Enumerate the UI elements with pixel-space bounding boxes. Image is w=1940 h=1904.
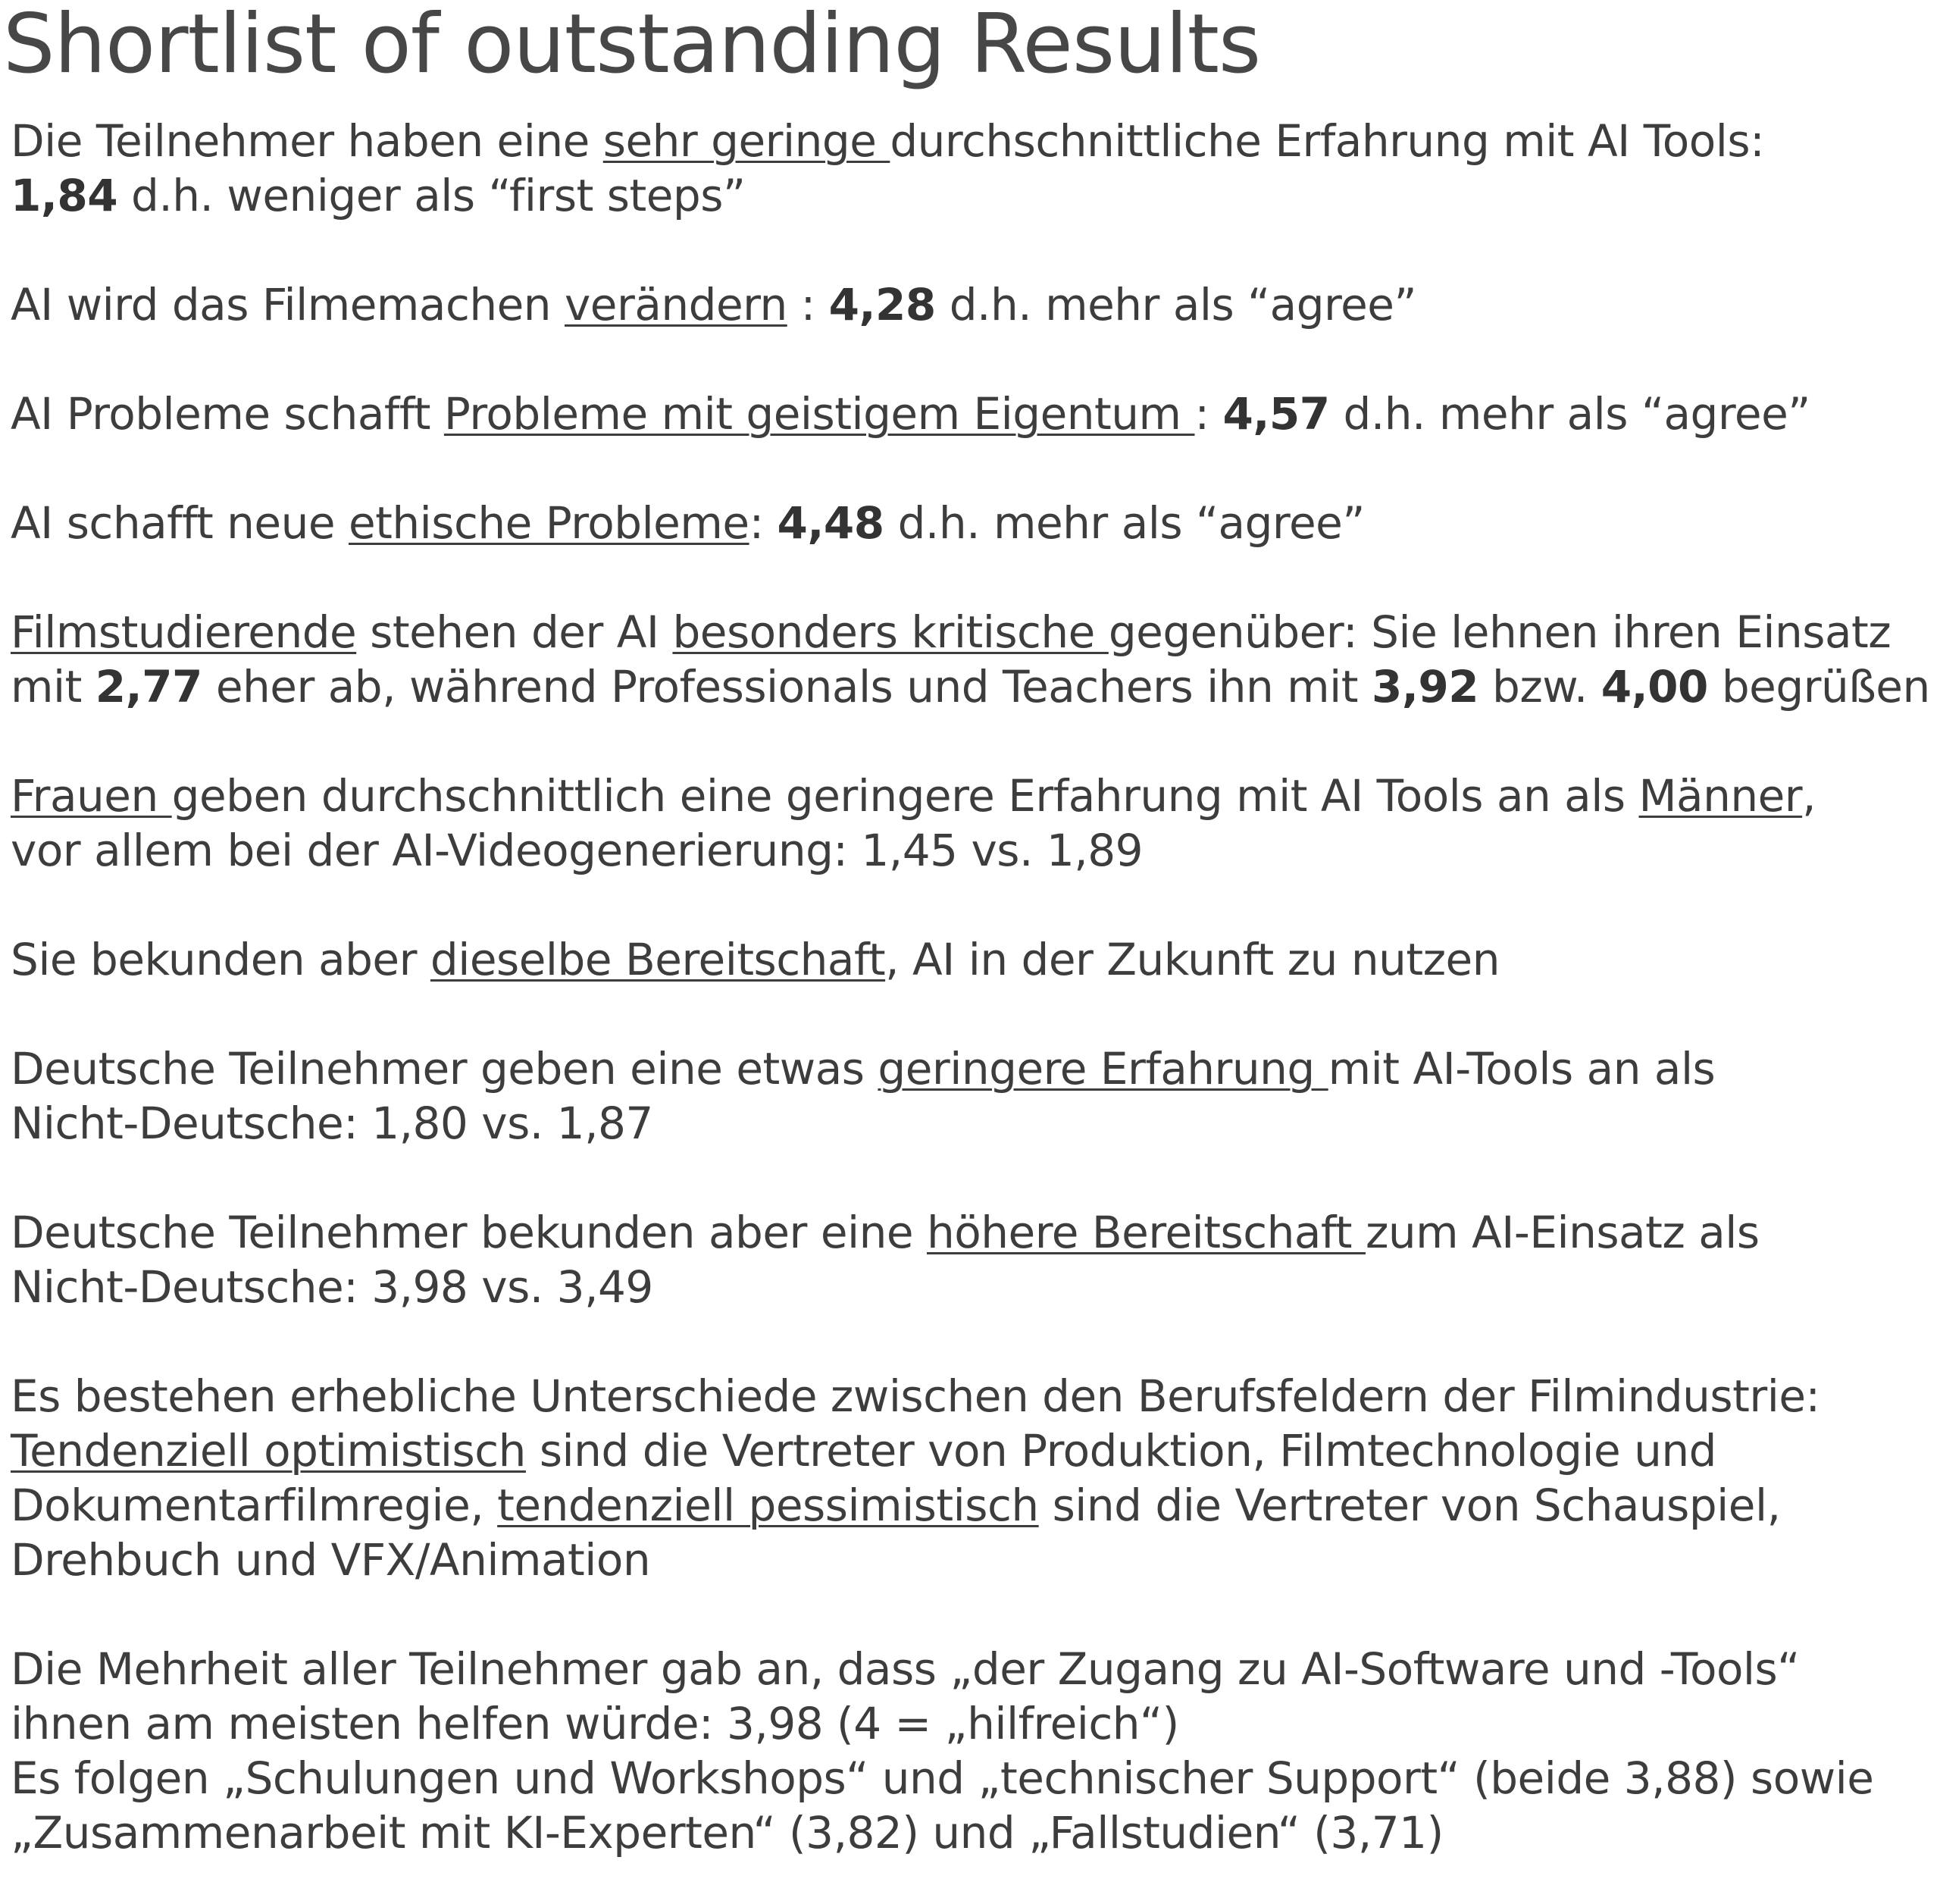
result-helpful-resources: Die Mehrheit aller Teilnehmer gab an, dass „der Zugang zu AI-Software und -Tools“ ihnen am meisten helfen würde: 3,98 (4 = „hilfreich“) Es folgen „Schulungen und Workshops“ und „technischer Support“ (beide 3,88) sowie „Zusammenarbeit mit KI-Experten“ (3,82) und „Fallstudien“ (3,71) [11, 1643, 1874, 1859]
highlight-besonders-kritische: besonders kritische [672, 606, 1109, 658]
value-4-28: 4,28 [828, 279, 936, 330]
result-german-willingness: Deutsche Teilnehmer bekunden aber eine höhere Bereitschaft zum AI-Einsatz als Nicht-Deutsche: 3,98 vs. 3,49 [11, 1207, 1760, 1313]
value-1-84: 1,84 [11, 170, 118, 221]
highlight-veraendern: verändern [564, 279, 787, 330]
result-intellectual-property: AI Probleme schafft Probleme mit geistigem Eigentum : 4,57 d.h. mehr als “agree” [11, 388, 1810, 440]
result-gender-experience: Frauen geben durchschnittlich eine geringere Erfahrung mit AI Tools an als Männer, vor allem bei der AI-Videogenerierung: 1,45 vs. 1,89 [11, 770, 1816, 876]
highlight-geringere-erfahrung: geringere Erfahrung [878, 1043, 1328, 1094]
highlight-filmstudierende: Filmstudierende [11, 606, 357, 658]
value-2-77: 2,77 [95, 661, 202, 712]
result-ethical-problems: AI schafft neue ethische Probleme: 4,48 d.h. mehr als “agree” [11, 497, 1365, 549]
highlight-maenner: Männer [1638, 770, 1803, 822]
highlight-sehr-geringe: sehr geringe [602, 115, 890, 167]
value-3-92: 3,92 [1371, 661, 1479, 712]
result-film-students: Filmstudierende stehen der AI besonders kritische gegenüber: Sie lehnen ihren Einsatz mit 2,77 eher ab, während Professionals und Teachers ihn mit 3,92 bzw. 4,00 begrüßen [11, 606, 1930, 712]
value-4-00: 4,00 [1600, 661, 1708, 712]
highlight-tendenziell-optimistisch: Tendenziell optimistisch [11, 1425, 526, 1477]
result-gender-willingness: Sie bekunden aber dieselbe Bereitschaft, AI in der Zukunft zu nutzen [11, 934, 1500, 985]
result-filmmaking-change: AI wird das Filmemachen verändern : 4,28 d.h. mehr als “agree” [11, 279, 1417, 330]
results-list [11, 114, 1940, 1860]
result-professional-fields: Es bestehen erhebliche Unterschiede zwischen den Berufsfeldern der Filmindustrie: Tendenziell optimistisch sind die Vertreter von Produktion, Filmtechnologie und Dokumentarfilmregie, tendenziell pessimistisch sind die Vertreter von Schauspiel, Drehbuch und VFX/Animation [11, 1370, 1820, 1586]
page-title: Shortlist of outstanding Results [3, 0, 1261, 92]
highlight-frauen: Frauen [11, 770, 172, 822]
result-experience-level: Die Teilnehmer haben eine sehr geringe durchschnittliche Erfahrung mit AI Tools: 1,84 d.h. weniger als “first steps” [11, 115, 1765, 221]
result-german-experience: Deutsche Teilnehmer geben eine etwas geringere Erfahrung mit AI-Tools an als Nicht-Deutsche: 1,80 vs. 1,87 [11, 1043, 1716, 1149]
value-4-48: 4,48 [777, 497, 884, 549]
highlight-hoehere-bereitschaft: höhere Bereitschaft [927, 1207, 1366, 1258]
highlight-geistiges-eigentum: Probleme mit geistigem Eigentum [443, 388, 1195, 440]
value-4-57: 4,57 [1222, 388, 1330, 440]
highlight-ethische-probleme: ethische Probleme [348, 497, 749, 549]
highlight-dieselbe-bereitschaft: dieselbe Bereitschaft [430, 934, 886, 985]
highlight-tendenziell-pessimistisch: tendenziell pessimistisch [497, 1480, 1039, 1531]
